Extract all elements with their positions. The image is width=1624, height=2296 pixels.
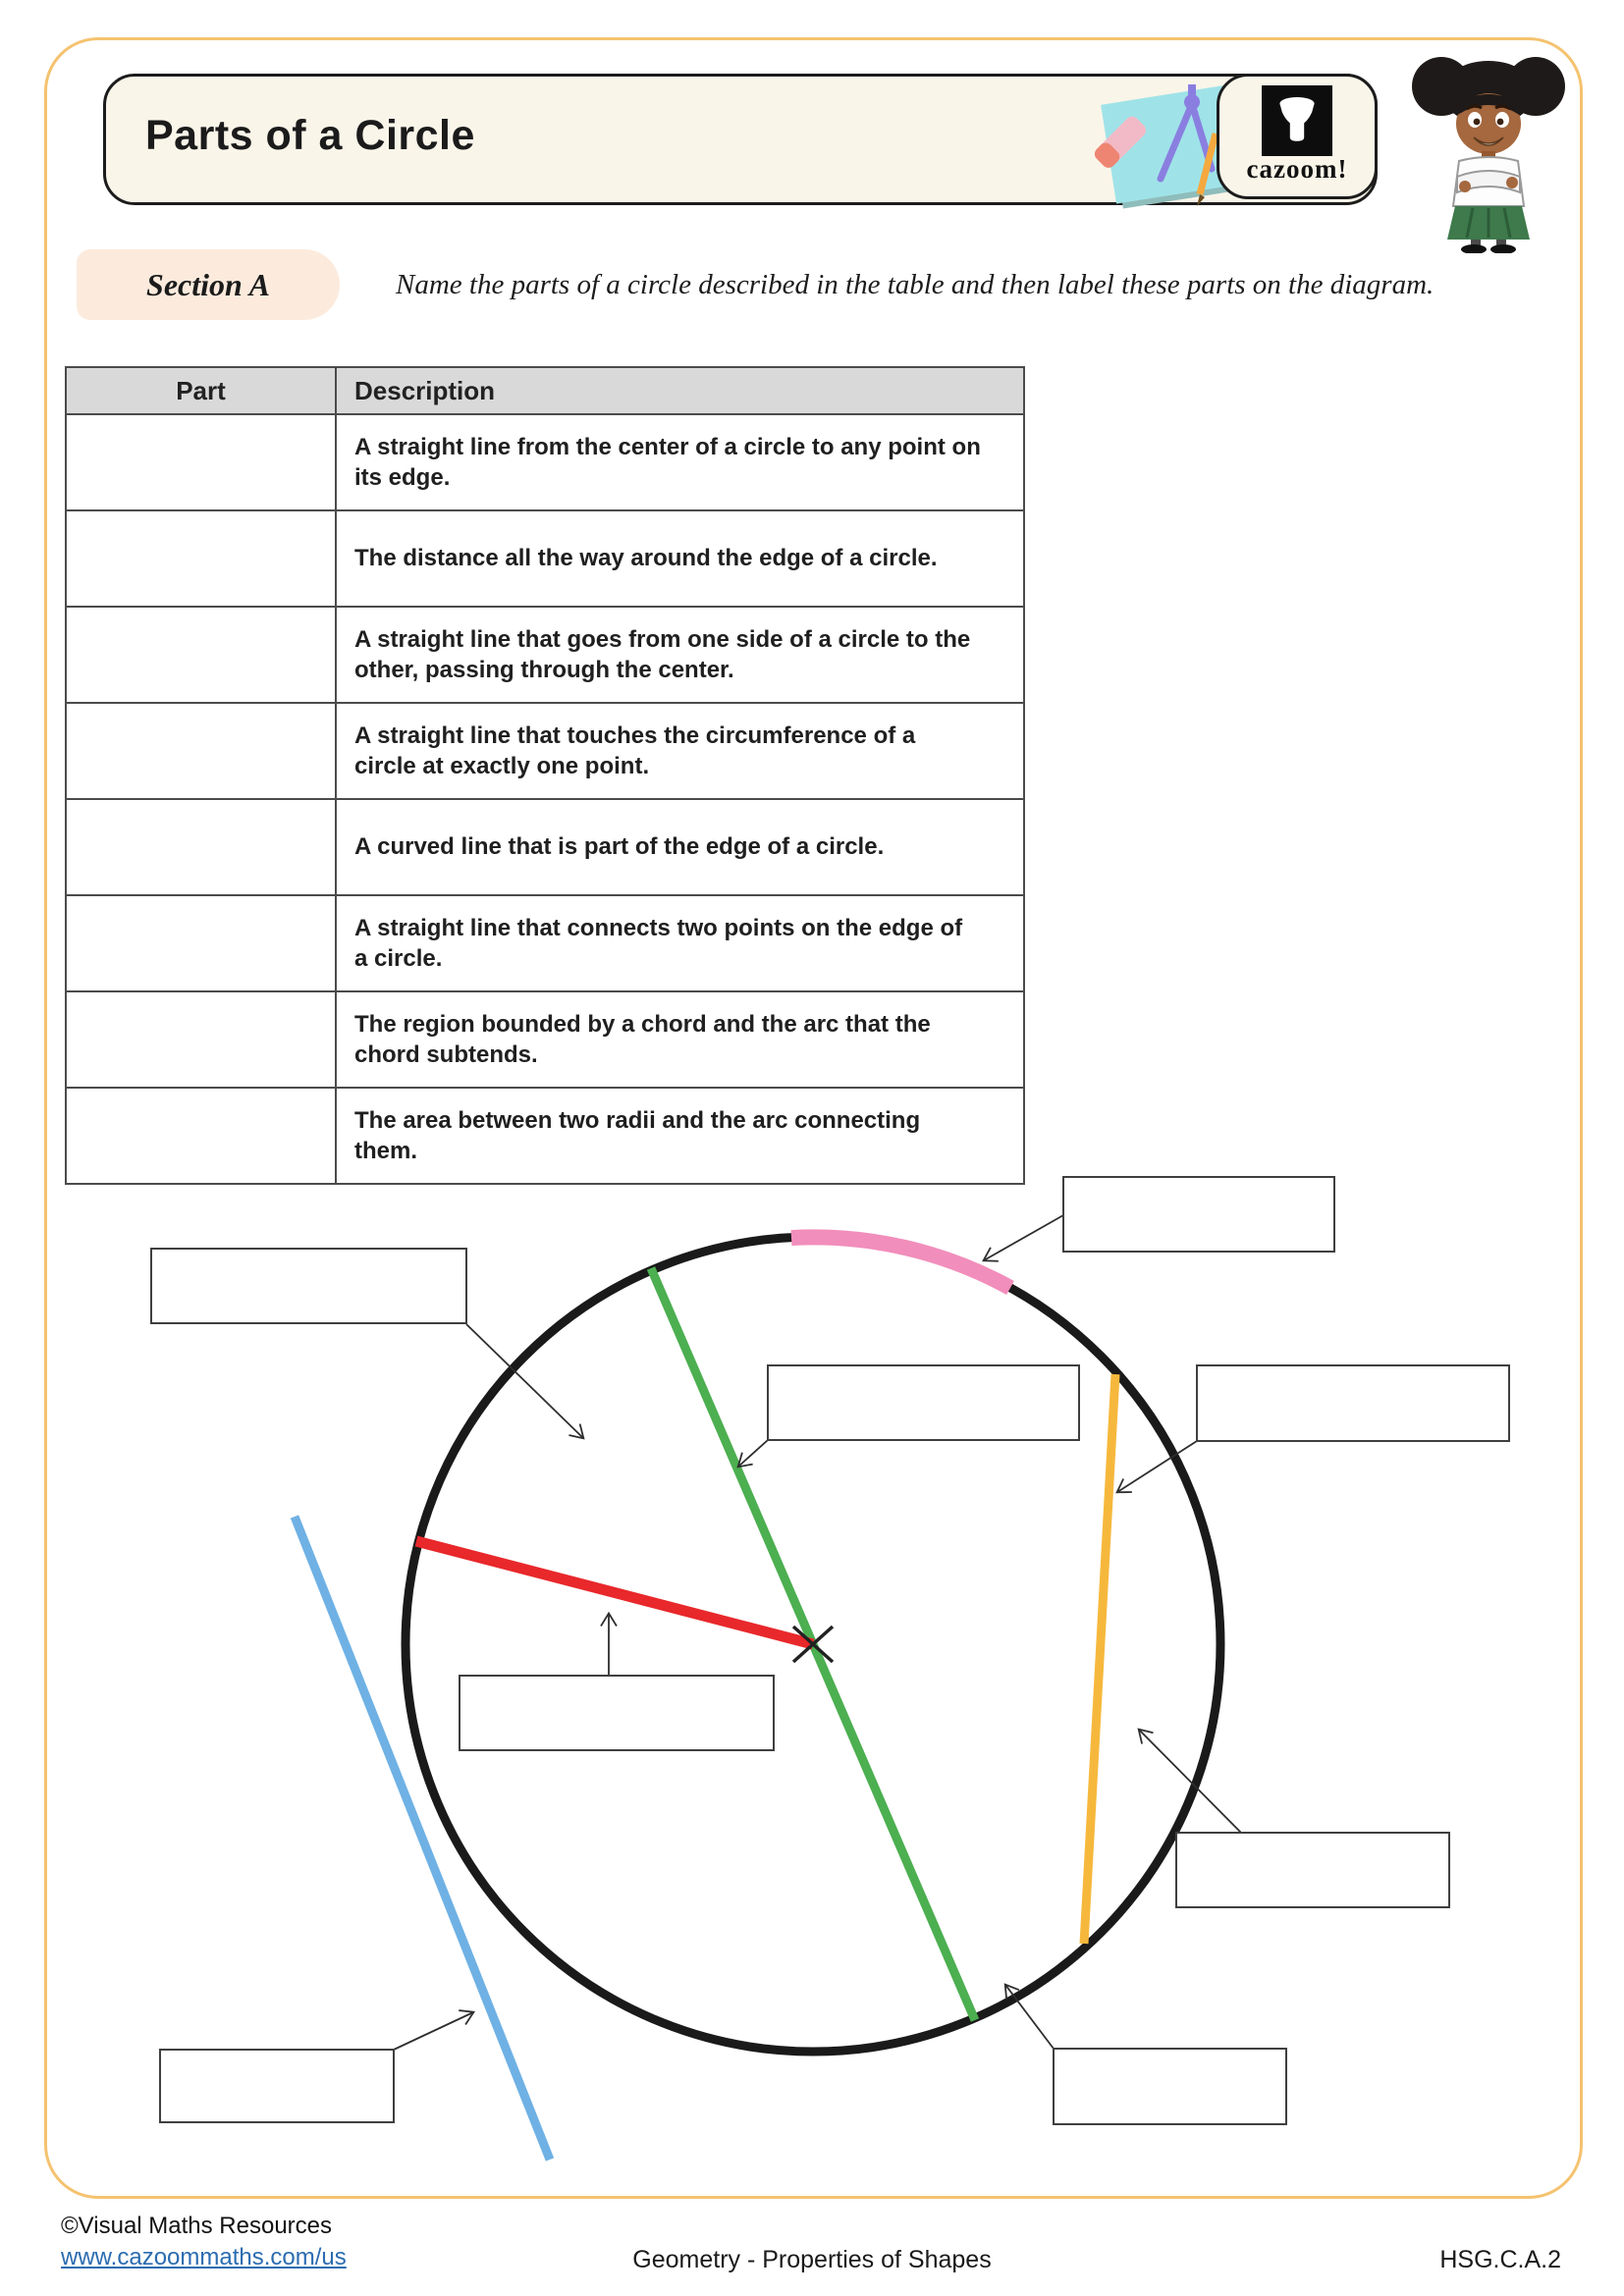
chord-line [1084,1374,1115,1944]
cazoom-logo-mark [1262,85,1332,156]
table-row [66,895,1024,991]
part-answer-cell[interactable] [66,991,336,1088]
djembe-icon [1270,93,1325,148]
arrow-to-tangent [394,2012,473,2050]
header [103,74,1378,205]
label-box-arc[interactable] [1063,1177,1334,1252]
arrow-to-segment [1139,1730,1241,1833]
label-box-chord[interactable] [1197,1365,1509,1441]
description-cell: The distance all the way around the edge of a circle. [336,510,1024,607]
part-answer-cell[interactable] [66,510,336,607]
student-character [1390,47,1587,253]
table-header-row [66,367,1024,414]
label-box-segment[interactable] [1176,1833,1449,1907]
table-row [66,991,1024,1088]
table-row [66,799,1024,895]
cazoom-logo-text: cazoom! [1246,154,1348,184]
section-instruction: Name the parts of a circle described in the table and then label these parts on the diagram. [396,269,1435,300]
arrow-to-arc [984,1215,1063,1260]
label-box-diameter[interactable] [768,1365,1079,1440]
parts-table [65,366,1025,1185]
table-row [66,510,1024,607]
description-cell: A straight line that touches the circumference of a circle at exactly one point. [336,703,1024,799]
description-cell: A straight line that connects two points on the edge of a circle. [336,895,1024,991]
column-header-description: Description [336,367,1024,414]
description-cell: A straight line that goes from one side of a circle to the other, passing through the center. [336,607,1024,703]
part-answer-cell[interactable] [66,799,336,895]
part-answer-cell[interactable] [66,414,336,510]
section-label: Section A [77,249,340,320]
footer-subject: Geometry - Properties of Shapes [632,2246,992,2273]
footer-code: HSG.C.A.2 [1439,2246,1561,2273]
part-answer-cell[interactable] [66,607,336,703]
footer-copyright: ©Visual Maths Resources [61,2213,333,2239]
description-cell: The region bounded by a chord and the arc that the chord subtends. [336,991,1024,1088]
table-row [66,607,1024,703]
description-cell: The area between two radii and the arc connecting them. [336,1088,1024,1184]
page-title: Parts of a Circle [145,112,475,159]
table-row [66,414,1024,510]
cazoom-logo [1217,74,1378,199]
radius-line [416,1541,813,1644]
label-box-tangent[interactable] [160,2050,394,2122]
arc-highlight [791,1237,1010,1288]
label-box-sector[interactable] [151,1249,466,1323]
table-row [66,703,1024,799]
description-cell: A straight line from the center of a circle to any point on its edge. [336,414,1024,510]
arrow-to-diameter [738,1440,768,1467]
label-box-circumference[interactable] [1054,2049,1286,2124]
part-answer-cell[interactable] [66,703,336,799]
part-answer-cell[interactable] [66,895,336,991]
column-header-part: Part [66,367,336,414]
arrow-to-sector [466,1324,583,1438]
description-cell: A curved line that is part of the edge of a circle. [336,799,1024,895]
circle-diagram [0,1158,1624,2296]
footer-link[interactable]: www.cazoommaths.com/us [61,2244,347,2271]
label-box-radius[interactable] [460,1676,774,1750]
